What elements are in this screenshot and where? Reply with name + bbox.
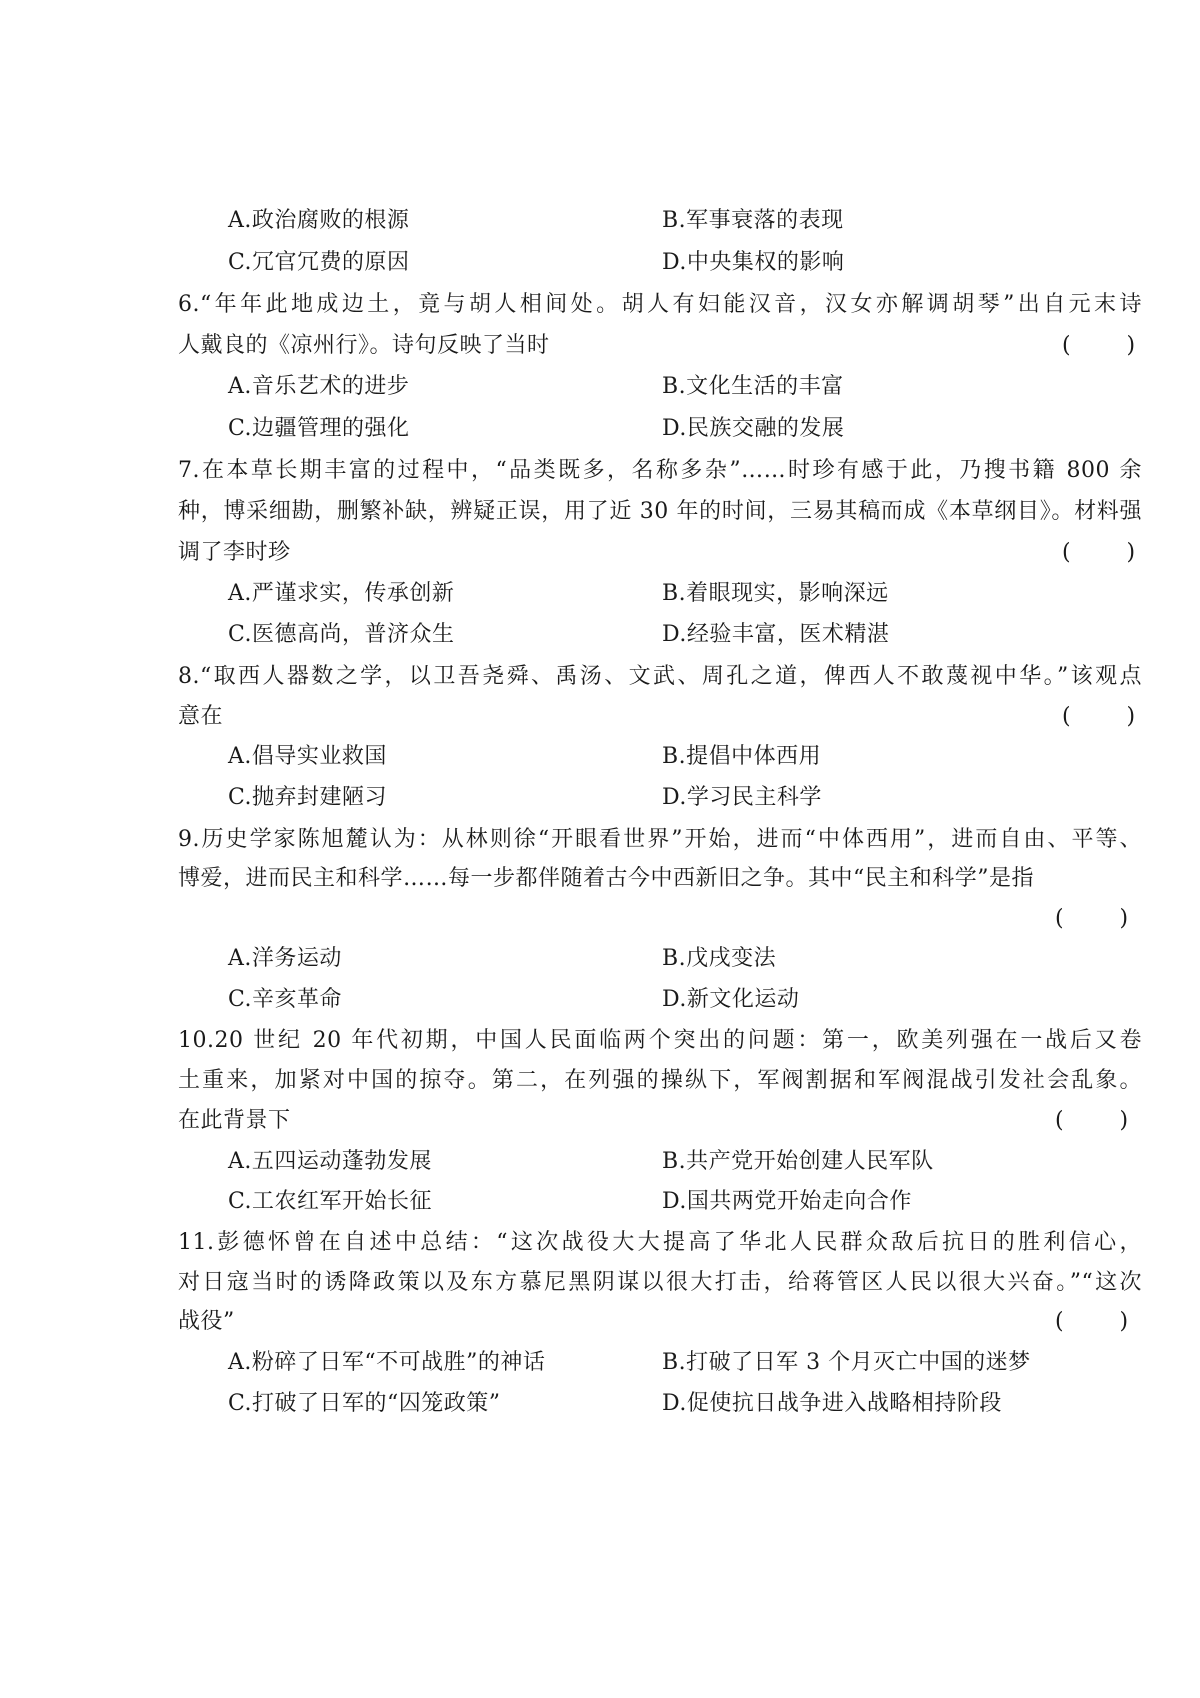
q11-stem-line-1: 11.彭德怀曾在自述中总结：“这次战役大大提高了华北人民群众敌后抗日的胜利信心， xyxy=(178,1230,1142,1255)
q10-option-d: D.国共两党开始走向合作 xyxy=(662,1189,912,1214)
q8-option-d: D.学习民主科学 xyxy=(662,785,822,810)
q5-option-c: C.冗官冗费的原因 xyxy=(228,250,410,275)
q11-option-a: A.粉碎了日军“不可战胜”的神话 xyxy=(228,1350,546,1375)
q7-stem-line-3: 调了李时珍 xyxy=(178,540,291,565)
q6-option-a: A.音乐艺术的进步 xyxy=(228,374,410,399)
q10-answer-paren: ( ) xyxy=(1055,1108,1129,1133)
q6-option-d: D.民族交融的发展 xyxy=(662,416,845,441)
q9-option-b: B.戊戌变法 xyxy=(662,946,777,971)
q11-stem-line-3: 战役” xyxy=(178,1309,235,1334)
q11-option-d: D.促使抗日战争进入战略相持阶段 xyxy=(662,1391,1002,1416)
q9-stem-line-2: 博爱，进而民主和科学……每一步都伴随着古今中西新旧之争。其中“民主和科学”是指 xyxy=(178,866,1034,891)
q7-stem-line-2: 种，博采细勘，删繁补缺，辨疑正误，用了近 30 年的时间，三易其稿而成《本草纲目》。材料强 xyxy=(178,499,1142,524)
q6-option-c: C.边疆管理的强化 xyxy=(228,416,410,441)
q11-answer-paren: ( ) xyxy=(1055,1309,1129,1334)
q7-option-c: C.医德高尚，普济众生 xyxy=(228,622,455,647)
q8-stem-line-2: 意在 xyxy=(178,704,224,729)
q10-option-c: C.工农红军开始长征 xyxy=(228,1189,433,1214)
q11-option-b: B.打破了日军 3 个月灭亡中国的迷梦 xyxy=(662,1350,1031,1375)
q8-option-a: A.倡导实业救国 xyxy=(228,744,387,769)
q11-option-c: C.打破了日军的“囚笼政策” xyxy=(228,1391,501,1416)
q7-option-b: B.着眼现实，影响深远 xyxy=(662,581,889,606)
q5-option-d: D.中央集权的影响 xyxy=(662,250,845,275)
q9-stem-line-1: 9.历史学家陈旭麓认为：从林则徐“开眼看世界”开始，进而“中体西用”，进而自由、平等、 xyxy=(178,827,1142,852)
q9-answer-paren: ( ) xyxy=(1055,906,1129,931)
q11-stem-line-2: 对日寇当时的诱降政策以及东方慕尼黑阴谋以很大打击，给蒋管区人民以很大兴奋。”“这次 xyxy=(178,1270,1142,1295)
q7-stem-line-1: 7.在本草长期丰富的过程中，“品类既多，名称多杂”……时珍有感于此，乃搜书籍 800 余 xyxy=(178,458,1142,483)
q9-option-c: C.辛亥革命 xyxy=(228,987,343,1012)
q5-option-a: A.政治腐败的根源 xyxy=(228,208,410,233)
q6-stem-line-2: 人戴良的《凉州行》。诗句反映了当时 xyxy=(178,333,550,358)
q8-option-c: C.抛弃封建陋习 xyxy=(228,785,388,810)
q5-option-b: B.军事衰落的表现 xyxy=(662,208,844,233)
q10-stem-line-3: 在此背景下 xyxy=(178,1108,291,1133)
q10-option-b: B.共产党开始创建人民军队 xyxy=(662,1149,934,1174)
q8-option-b: B.提倡中体西用 xyxy=(662,744,822,769)
q8-answer-paren: ( ) xyxy=(1062,704,1136,729)
q9-option-d: D.新文化运动 xyxy=(662,987,800,1012)
q6-answer-paren: ( ) xyxy=(1062,333,1136,358)
q10-stem-line-1: 10.20 世纪 20 年代初期，中国人民面临两个突出的问题：第一，欧美列强在一战后又卷 xyxy=(178,1028,1142,1053)
q10-stem-line-2: 土重来，加紧对中国的掠夺。第二，在列强的操纵下，军阀割据和军阀混战引发社会乱象。 xyxy=(178,1068,1142,1093)
q7-option-d: D.经验丰富，医术精湛 xyxy=(662,622,890,647)
q10-option-a: A.五四运动蓬勃发展 xyxy=(228,1149,432,1174)
q6-option-b: B.文化生活的丰富 xyxy=(662,374,844,399)
q9-option-a: A.洋务运动 xyxy=(228,946,342,971)
q6-stem-line-1: 6.“年年此地成边土，竟与胡人相间处。胡人有妇能汉音，汉女亦解调胡琴”出自元末诗 xyxy=(178,292,1142,317)
q7-answer-paren: ( ) xyxy=(1062,540,1136,565)
q8-stem-line-1: 8.“取西人器数之学，以卫吾尧舜、禹汤、文武、周孔之道，俾西人不敢蔑视中华。”该观点 xyxy=(178,664,1142,689)
q7-option-a: A.严谨求实，传承创新 xyxy=(228,581,455,606)
